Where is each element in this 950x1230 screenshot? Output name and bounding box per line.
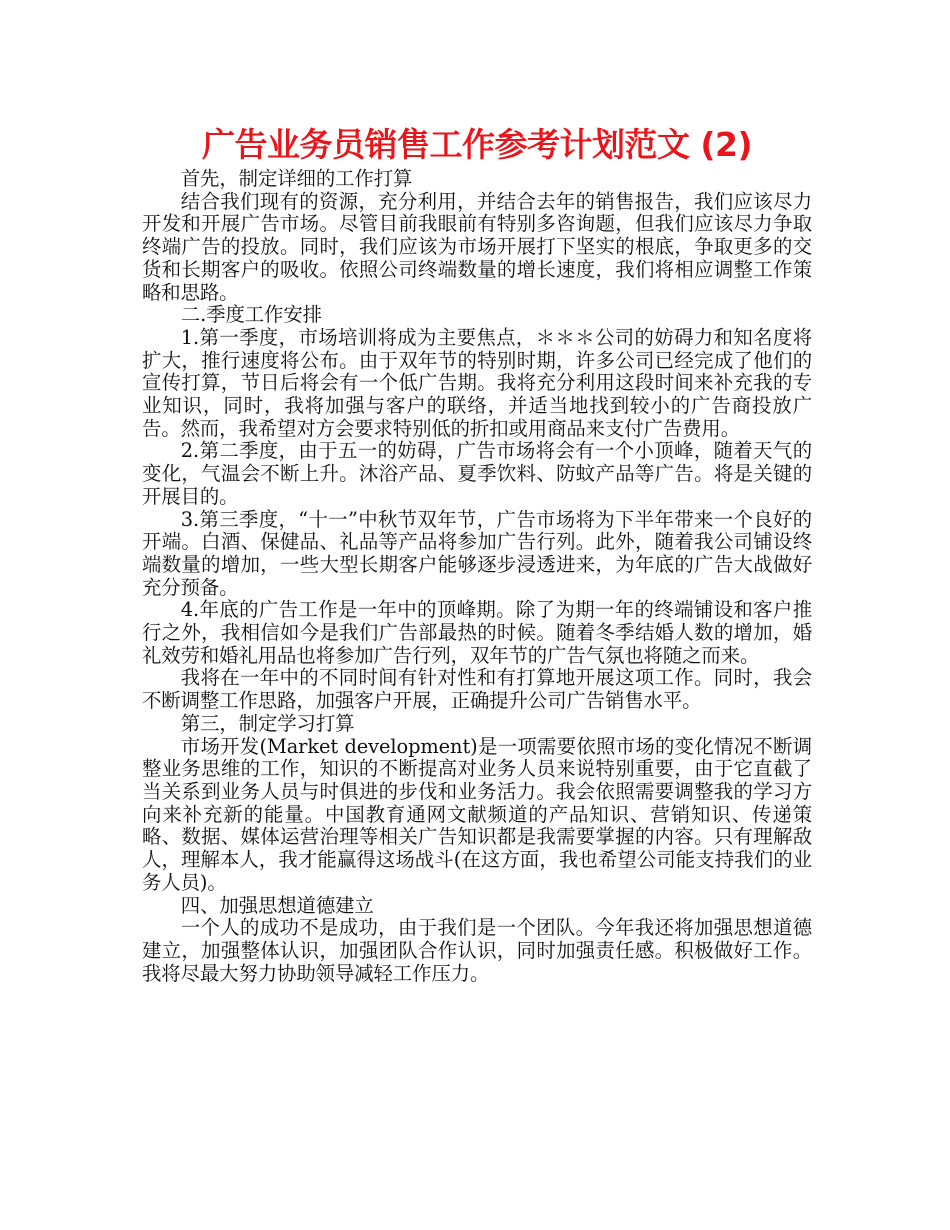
- paragraph-annual-summary: 我将在一年中的不同时间有针对性和有打算地开展这项工作。同时，我会不断调整工作思路，加强客户开展，正确提升公司广告销售水平。: [142, 666, 812, 713]
- paragraph-q2: 2.第二季度，由于五一的妨碍，广告市场将会有一个小顶峰，随着天气的变化，气温会不断上升。沐浴产品、夏季饮料、防蚊产品等广告。将是关键的开展目的。: [142, 439, 812, 508]
- document-title: 广告业务员销售工作参考计划范文 (2): [201, 125, 753, 164]
- paragraph-q4: 4.年底的广告工作是一年中的顶峰期。除了为期一年的终端铺设和客户推行之外，我相信如今是我们广告部最热的时候。随着冬季结婚人数的增加，婚礼效劳和婚礼用品也将参加广告行列，双年节的广告气氛也将随之而来。: [142, 598, 812, 667]
- paragraph-heading-plan: 首先，制定详细的工作打算: [180, 167, 413, 190]
- paragraph-heading-quarterly: 二.季度工作安排: [180, 303, 322, 327]
- paragraph-q1: 1.第一季度，市场培训将成为主要焦点，＊＊＊公司的妨碍力和知名度将扩大，推行速度将公布。由于双年节的特别时期，许多公司已经完成了他们的宣传打算，节日后将会有一个低广告期。我将充分利用这段时间来补充我的专业知识，同时，我将加强与客户的联络，并适当地找到较小的广告商投放广告。然而，我希望对方会要求特别低的折扣或用商品来支付广告费用。: [142, 325, 812, 440]
- document-page: [142, 122, 812, 985]
- paragraph-q3: 3.第三季度，“十一”中秋节双年节，广告市场将为下半年带来一个良好的开端。白酒、保健品、礼品等产品将参加广告行列。此外，随着我公司铺设终端数量的增加，一些大型长期客户能够逐步浸透进来，为年底的广告大战做好充分预备。: [142, 507, 812, 599]
- paragraph-ethics: 一个人的成功不是成功，由于我们是一个团队。今年我还将加强思想道德建立，加强整体认识，加强团队合作认识，同时加强责任感。积极做好工作。我将尽最大努力协助领导减轻工作压力。: [142, 916, 812, 985]
- paragraph-study: 市场开发(Market development)是一项需要依照市场的变化情况不断调整业务思维的工作，知识的不断提高对业务人员来说特别重要，由于它直截了当关系到业务人员与时俱进的步伐和业务活力。我会依照需要调整我的学习方向来补充新的能量。中国教育通网文献频道的产品知识、营销知识、传递策略、数据、媒体运营治理等相关广告知识都是我需要掌握的内容。只有理解敌人，理解本人，我才能赢得这场战斗(在这方面，我也希望公司能支持我们的业务人员)。: [142, 734, 812, 894]
- paragraph-resources: 结合我们现有的资源，充分利用，并结合去年的销售报告，我们应该尽力开发和开展广告市场。尽管目前我眼前有特别多咨询题，但我们应该尽力争取终端广告的投放。同时，我们应该为市场开展打下坚实的根底，争取更多的交货和长期客户的吸收。依照公司终端数量的增长速度，我们将相应调整工作策略和思路。: [142, 189, 812, 304]
- document-body: [142, 168, 812, 985]
- paragraph-heading-ethics: 四、加强思想道德建立: [180, 893, 374, 917]
- paragraph-heading-study: 第三，制定学习打算: [180, 711, 355, 735]
